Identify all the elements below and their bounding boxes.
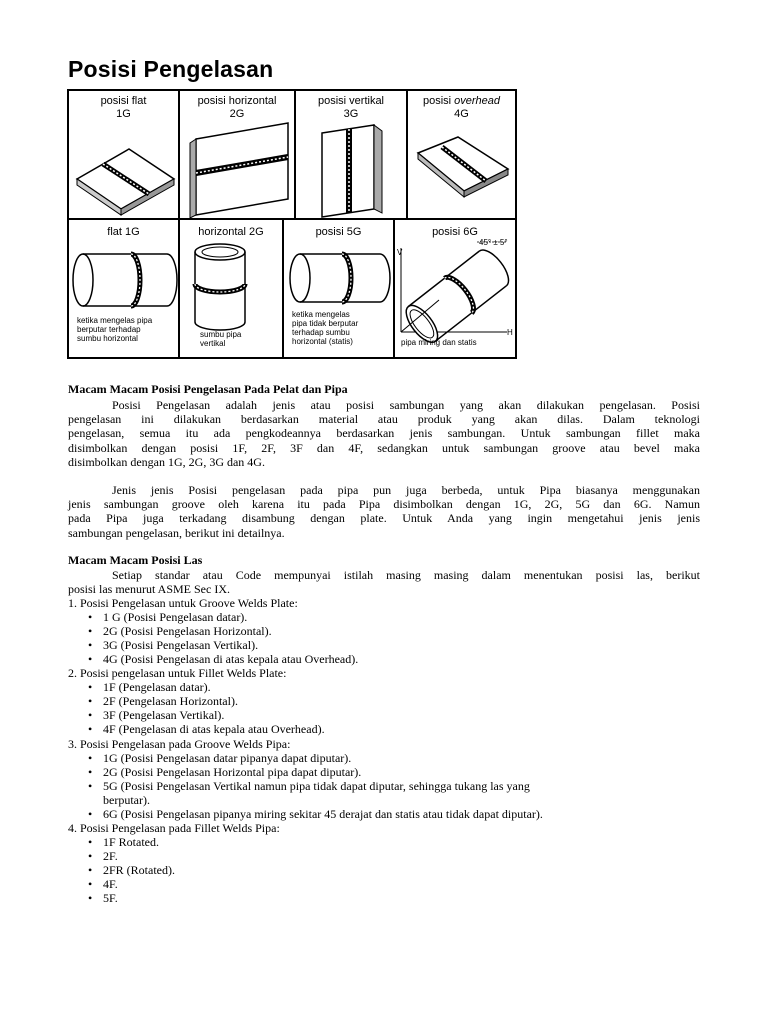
pipe-1g-caption: flat 1G	[107, 226, 140, 238]
list-item	[88, 722, 325, 736]
list-item	[88, 624, 272, 638]
list-item	[88, 751, 351, 765]
pipe-1g-note-line: berputar terhadap	[77, 325, 141, 334]
pipe-5g-note-line: pipa tidak berputar	[292, 319, 359, 328]
welding-positions-figure	[67, 89, 517, 359]
list-item	[88, 638, 258, 652]
plate-3g-cell	[296, 91, 406, 218]
bullet-mark: •	[88, 638, 93, 652]
list-item	[88, 765, 361, 779]
list-item-text: 5F.	[103, 891, 118, 905]
bullet-mark: •	[88, 652, 93, 666]
pipe-5g-cell	[284, 220, 393, 357]
bullet-mark: •	[88, 877, 93, 891]
plate-2g-cell	[180, 91, 294, 218]
paragraph-line: pengelasan, semua itu ada pengkodeannya berdasarkan jenis sambungan. Untuk sambungan fillet maka	[68, 426, 700, 441]
paragraph-line: disimbolkan dengan posisi 1F, 2F, 3F dan 4F, sedangkan untuk sambungan groove atau bevel maka	[68, 440, 700, 455]
section1-paragraph1	[68, 398, 700, 469]
pipe-2g-note	[200, 330, 241, 348]
bullet-mark: •	[88, 891, 93, 905]
list-item	[88, 610, 247, 624]
plate-2g-code: 2G	[229, 108, 245, 120]
list-item-text: 3G (Posisi Pengelasan Vertikal).	[103, 638, 259, 652]
list-item	[88, 877, 118, 891]
pipe-2g-note-line: vertikal	[200, 339, 226, 348]
bullet-mark: •	[88, 807, 93, 821]
plate-1g-code: 1G	[116, 108, 131, 120]
section2-intro	[68, 568, 700, 596]
list-item	[88, 849, 118, 863]
pipe-1g-note-line: ketika mengelas pipa	[77, 316, 153, 325]
bullet-mark: •	[88, 610, 93, 624]
list-item-text: 6G (Posisi Pengelasan pipanya miring sekitar 45 derajat dan statis atau tidak dapat diputar).	[103, 807, 543, 821]
section2-heading: Macam Macam Posisi Las	[68, 553, 203, 567]
pipe-6g-caption: posisi 6G	[432, 226, 478, 238]
list-item-text: 4F.	[103, 877, 118, 891]
list-heading: 3. Posisi Pengelasan pada Groove Welds Pipa:	[68, 737, 291, 751]
pipe-6g-note: pipa miring dan statis	[401, 338, 477, 347]
bullet-mark: •	[88, 779, 93, 793]
list-item	[88, 708, 224, 722]
pipe-2g-caption: horizontal 2G	[198, 226, 264, 238]
plate-flat-illustration	[69, 91, 178, 218]
list-heading: 4. Posisi Pengelasan pada Fillet Welds Pipa:	[68, 821, 280, 835]
pipe-5g-note-line: horizontal (statis)	[292, 337, 353, 346]
plate-4g-caption-italic: overhead	[454, 95, 501, 107]
bullet-mark: •	[88, 624, 93, 638]
plate-horizontal-illustration	[180, 91, 294, 218]
list-item-text: 2G (Posisi Pengelasan Horizontal pipa dapat diputar).	[103, 765, 362, 779]
paragraph-line: pengelasan ini dilakukan berdasarkan material atau produk yang akan dilas. Dalam teknologi	[68, 412, 700, 427]
section1-paragraph2	[68, 483, 700, 540]
list-item	[88, 807, 543, 821]
plate-2g-caption: posisi horizontal	[197, 95, 277, 107]
list-item-text: 1F Rotated.	[103, 835, 159, 849]
pipe-1g-note	[77, 316, 152, 343]
pipe-5g-caption: posisi 5G	[315, 226, 362, 238]
plate-3g-caption: posisi vertikal	[317, 95, 385, 107]
list-item-continuation: berputar).	[103, 793, 150, 807]
page-title: Posisi Pengelasan	[68, 56, 274, 82]
list-item-text: 1G (Posisi Pengelasan datar pipanya dapat diputar).	[103, 751, 352, 765]
list-item-text: 3F (Pengelasan Vertikal).	[103, 708, 225, 722]
bullet-mark: •	[88, 722, 93, 736]
plate-3g-code: 3G	[343, 108, 359, 120]
paragraph-line: Setiap standar atau Code mempunyai istilah masing masing dalam menentukan posisi las, berikut	[112, 568, 700, 582]
list-item	[88, 694, 238, 708]
list-item-text: 4G (Posisi Pengelasan di atas kepala atau Overhead).	[103, 652, 359, 666]
pipe-2g-note-line: sumbu pipa	[200, 330, 242, 339]
list-item	[88, 779, 530, 793]
paragraph-line: Posisi Pengelasan adalah jenis atau posisi sambungan yang akan dilakukan pengelasan. Posisi	[112, 398, 700, 412]
bullet-mark: •	[88, 708, 93, 722]
list-item-text: 1F (Pengelasan datar).	[103, 680, 211, 694]
pipe-6g-axis-v: V	[397, 248, 403, 257]
bullet-mark: •	[88, 849, 93, 863]
list-item-text: 2FR (Rotated).	[103, 863, 175, 877]
plate-1g-caption: posisi flat	[100, 95, 147, 107]
list-item-text: 5G (Posisi Pengelasan Vertikal namun pipa tidak dapat diputar, sehingga tukang las yang	[103, 779, 530, 793]
pipe-6g-axis-h: H	[507, 328, 513, 337]
pipe-5g-note-line: ketika mengelas	[292, 310, 350, 319]
pipe-5g-note	[292, 310, 358, 346]
list-item-text: 2G (Posisi Pengelasan Horizontal).	[103, 624, 272, 638]
bullet-mark: •	[88, 863, 93, 877]
plate-4g-cell	[408, 91, 515, 218]
bullet-mark: •	[88, 751, 93, 765]
pipe-1g-note-line: sumbu horizontal	[77, 334, 138, 343]
list-item-text: 1 G (Posisi Pengelasan datar).	[103, 610, 248, 624]
pipe-6g-cell	[395, 220, 515, 357]
list-item	[88, 835, 159, 849]
paragraph-line: disimbolkan dengan 1G, 2G, 3G dan 4G.	[68, 454, 265, 469]
pipe-1g-cell	[69, 220, 178, 357]
pipe-2g-cell	[180, 220, 282, 357]
list-item-text: 2F.	[103, 849, 118, 863]
list-heading: 2. Posisi pengelasan untuk Fillet Welds Plate:	[68, 666, 287, 680]
list-item-text: 4F (Pengelasan di atas kepala atau Overhead).	[103, 722, 325, 736]
paragraph-line: sambungan pengelasan, berikut ini detailnya.	[68, 525, 285, 540]
pipe-5g-note-line: terhadap sumbu	[292, 328, 350, 337]
bullet-mark: •	[88, 680, 93, 694]
paragraph-line: posisi las menurut ASME Sec IX.	[68, 582, 230, 597]
list-heading: 1. Posisi Pengelasan untuk Groove Welds Plate:	[68, 596, 298, 610]
paragraph-line: pada Pipa juga terkadang disambung dengan plate. Untuk Anda yang ingin mengetahui jenis jenis	[68, 511, 700, 526]
plate-vertical-illustration	[296, 91, 406, 218]
list-item	[88, 863, 175, 877]
plate-4g-code: 4G	[454, 108, 469, 120]
bullet-mark: •	[88, 694, 93, 708]
bullet-mark: •	[88, 835, 93, 849]
bullet-mark: •	[88, 765, 93, 779]
plate-overhead-illustration	[408, 91, 515, 218]
list-item	[88, 891, 118, 905]
list-item	[88, 680, 211, 694]
paragraph-line: Jenis jenis Posisi pengelasan pada pipa pun juga berbeda, untuk Pipa biasanya menggunakan	[112, 483, 700, 497]
paragraph-line: jenis sambungan groove oleh karena itu pada Pipa disimbolkan dengan 1G, 2G, 5G dan 6G. Namun	[68, 497, 700, 512]
plate-4g-caption-prefix: posisi	[422, 95, 455, 107]
list-item-text: 2F (Pengelasan Horizontal).	[103, 694, 238, 708]
list-item	[88, 652, 358, 666]
pipe-6g-angle: 45° ± 5°	[479, 238, 508, 247]
plate-1g-cell	[69, 91, 178, 218]
section1-heading: Macam Macam Posisi Pengelasan Pada Pelat dan Pipa	[68, 382, 348, 396]
